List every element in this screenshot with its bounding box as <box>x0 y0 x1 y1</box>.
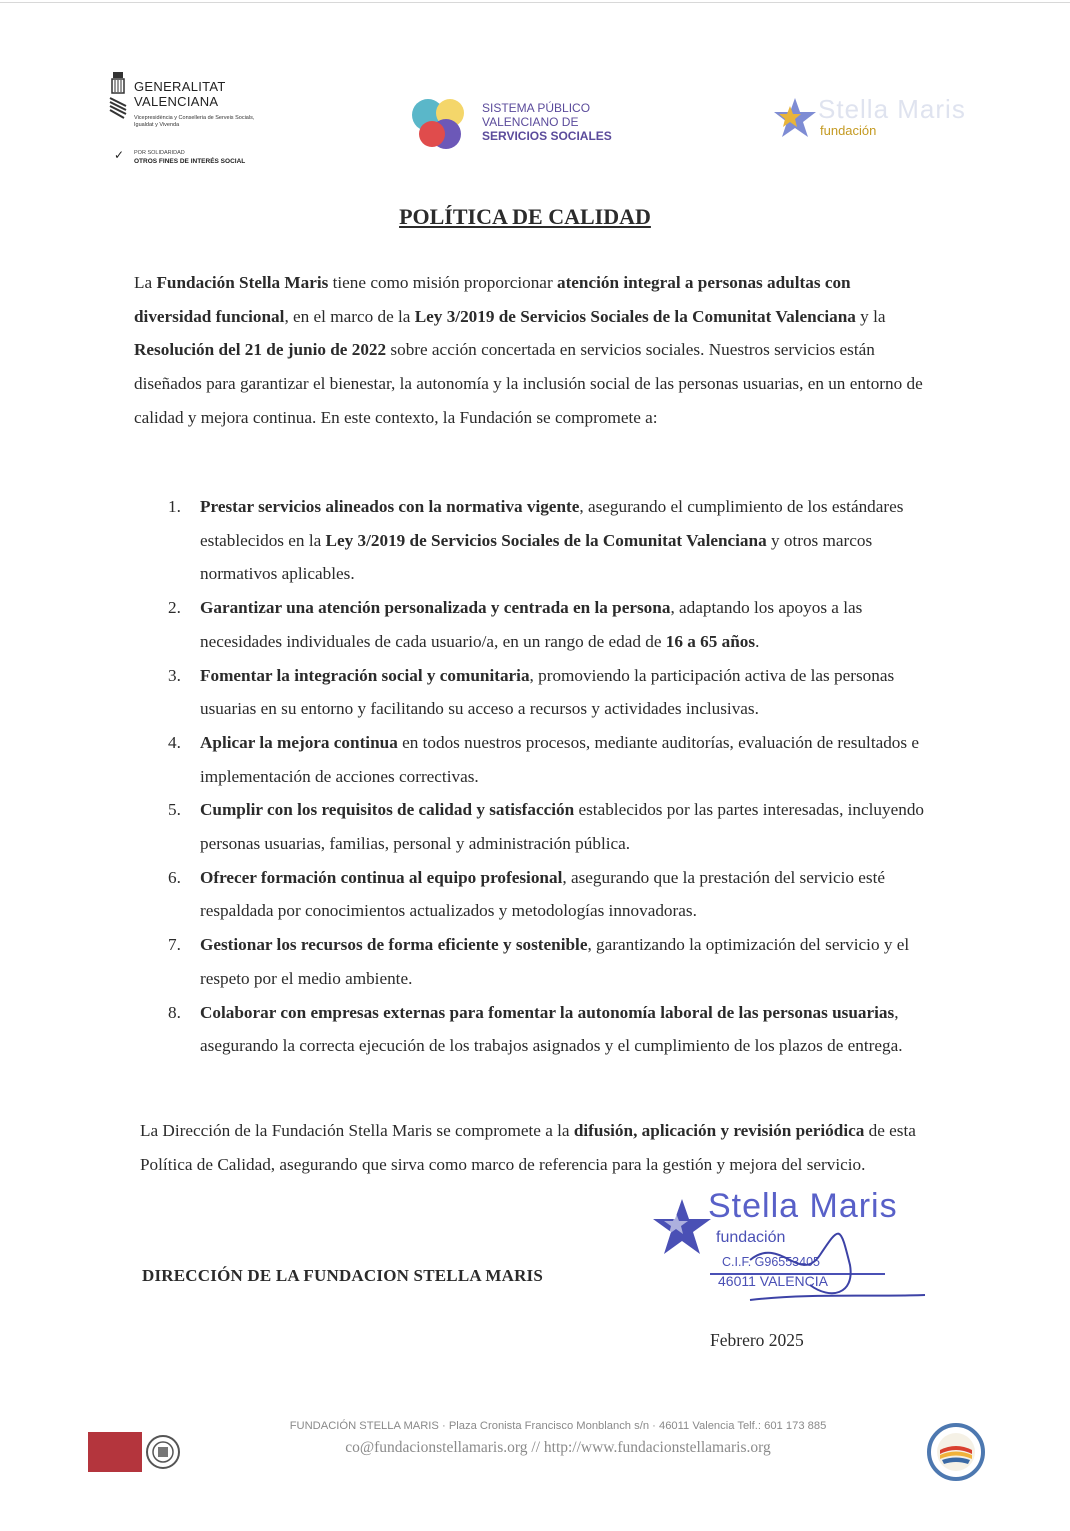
footer-address: FUNDACIÓN STELLA MARIS · Plaza Cronista Francisco Monblanch s/n · 46011 Valencia Telf.: 601 173 885 <box>289 1420 827 1432</box>
stamp-fundacion: fundación <box>716 1229 786 1246</box>
checkmark-icon: ✓ <box>114 148 125 162</box>
intro-text-5: sobre acción concertada en servicios sociales. Nuestros servicios están diseñados para garantizar el bienestar, la autonomía y la inclusión social de las personas usuarias, en un entorno de calidad y mejora continua. En este contexto, la Fundación se compromete a: <box>134 340 923 427</box>
intro-text-1: La <box>134 273 157 292</box>
item-bold: Garantizar una atención personalizada y centrada en la persona <box>200 598 671 618</box>
intro-text-2: tiene como misión proporcionar <box>328 273 557 292</box>
list-item <box>160 996 930 1063</box>
closing-bold: difusión, aplicación y revisión periódica <box>573 1121 865 1140</box>
item-text-2: y otros marcos normativos aplicables. <box>200 530 873 584</box>
signature-label: DIRECCIÓN DE LA FUNDACION STELLA MARIS <box>142 1266 544 1285</box>
generalitat-name <box>134 79 226 109</box>
item-text: , asegurando la correcta ejecución de los trabajos asignados y el cumplimiento de los plazos de entrega. <box>200 1002 903 1056</box>
intro-text-4: y la <box>855 306 886 326</box>
item-text: , promoviendo la participación activa de las personas usuarias en su entorno y facilitando su acceso a recursos y actividades inclusivas. <box>200 665 895 719</box>
list-item <box>160 928 930 995</box>
intro-paragraph <box>134 266 924 435</box>
sistema-publico-logo <box>410 96 650 156</box>
item-bold: Ofrecer formación continua al equipo profesional <box>200 867 563 887</box>
quality-seal-icon <box>926 1422 986 1482</box>
commitments-list <box>160 490 930 1063</box>
intro-bold-2: atención integral a personas adultas con diversidad funcional <box>134 273 851 326</box>
item-text: , asegurando el cumplimiento de los estándares establecidos en la <box>200 497 904 550</box>
list-item <box>160 861 930 928</box>
item-bold: Prestar servicios alineados con la normativa vigente <box>200 497 580 516</box>
item-bold: Gestionar los recursos de forma eficiente y sostenible <box>200 935 588 955</box>
circles-logo-icon <box>410 96 470 154</box>
intro-bold-4: Resolución del 21 de junio de 2022 <box>134 340 387 360</box>
item-bold-2: 16 a 65 años <box>665 631 756 651</box>
item-number: 1. <box>168 497 181 516</box>
item-text: , garantizando la optimización del servicio y el respeto por el medio ambiente. <box>200 935 910 988</box>
document-date: Febrero 2025 <box>710 1330 804 1350</box>
list-item <box>160 726 930 793</box>
sp-line2: VALENCIANO DE <box>482 115 579 129</box>
item-bold: Colaborar con empresas externas para fomentar la autonomía laboral de las personas usuarias <box>200 1002 895 1022</box>
item-number: 8. <box>168 1002 181 1022</box>
item-number: 7. <box>168 935 181 955</box>
stella-maris-fundacion: fundación <box>820 123 877 138</box>
list-item <box>160 793 930 860</box>
intro-text-3: , en el marco de la <box>284 306 415 326</box>
item-number: 6. <box>168 867 181 887</box>
stella-maris-name: Stella Maris <box>818 94 966 124</box>
item-bold: Cumplir con los requisitos de calidad y satisfacción <box>200 800 575 820</box>
generalitat-subtitle: Vicepresidència y Conselleria de Serveis Socials, Igualdat y Vivenda <box>134 115 255 128</box>
item-number: 2. <box>168 598 181 618</box>
handwritten-signature <box>690 1205 940 1315</box>
item-number: 3. <box>168 665 181 685</box>
stamp-city: 46011 VALENCIA <box>718 1273 828 1289</box>
generalitat-logo <box>108 72 298 172</box>
list-item <box>160 659 930 726</box>
sistema-publico-text <box>482 101 612 143</box>
sp-line3: SERVICIOS SOCIALES <box>482 129 612 143</box>
closing-text-1: La Dirección de la Fundación Stella Maris se compromete a la <box>140 1121 574 1140</box>
closing-text-2: de esta Política de Calidad, asegurando que sirva como marco de referencia para la gestión y mejora del servicio. <box>140 1121 916 1174</box>
solidarity-label: POR SOLIDARIDAD <box>134 150 185 156</box>
scan-edge-line <box>0 2 1070 3</box>
item-text: , adaptando los apoyos a las necesidades individuales de cada usuario/a, en un rango de edad de <box>200 598 863 651</box>
item-number: 4. <box>168 732 181 752</box>
generalitat-name-line1: GENERALITAT <box>134 79 226 94</box>
stella-maris-logo <box>772 96 987 146</box>
intro-bold-3: Ley 3/2019 de Servicios Sociales de la Comunitat Valenciana <box>414 306 856 326</box>
stamp-cif: C.I.F. G96553405 <box>722 1255 820 1269</box>
footer-contact[interactable]: co@fundacionstellamaris.org // http://www.fundacionstellamaris.org <box>345 1439 771 1456</box>
company-stamp <box>650 1185 950 1310</box>
intro-bold-1: Fundación Stella Maris <box>156 273 329 292</box>
item-text: , asegurando que la prestación del servicio esté respaldada por conocimientos actualizados y metodologías innovadoras. <box>200 867 885 921</box>
item-text-2: . <box>755 631 760 651</box>
solidarity-purpose: OTROS FINES DE INTERÉS SOCIAL <box>134 158 246 165</box>
item-number: 5. <box>168 800 181 820</box>
item-bold: Aplicar la mejora continua <box>200 732 398 752</box>
crest-icon <box>108 72 130 122</box>
closing-paragraph <box>140 1114 930 1181</box>
list-item <box>160 591 930 658</box>
item-bold: Fomentar la integración social y comunitaria <box>200 665 530 685</box>
sp-line1: SISTEMA PÚBLICO <box>482 101 591 115</box>
list-item <box>160 490 930 591</box>
generalitat-name-line2: VALENCIANA <box>134 94 219 109</box>
page-title: POLÍTICA DE CALIDAD <box>399 204 651 229</box>
star-icon <box>772 96 818 140</box>
item-bold-2: Ley 3/2019 de Servicios Sociales de la Comunitat Valenciana <box>325 530 767 550</box>
item-text: establecidos por las partes interesadas, incluyendo personas usuarias, familias, personal y administración pública. <box>200 800 925 854</box>
stamp-name: Stella Maris <box>708 1187 898 1225</box>
item-text: en todos nuestros procesos, mediante auditorías, evaluación de resultados e implementación de acciones correctivas. <box>200 732 920 786</box>
